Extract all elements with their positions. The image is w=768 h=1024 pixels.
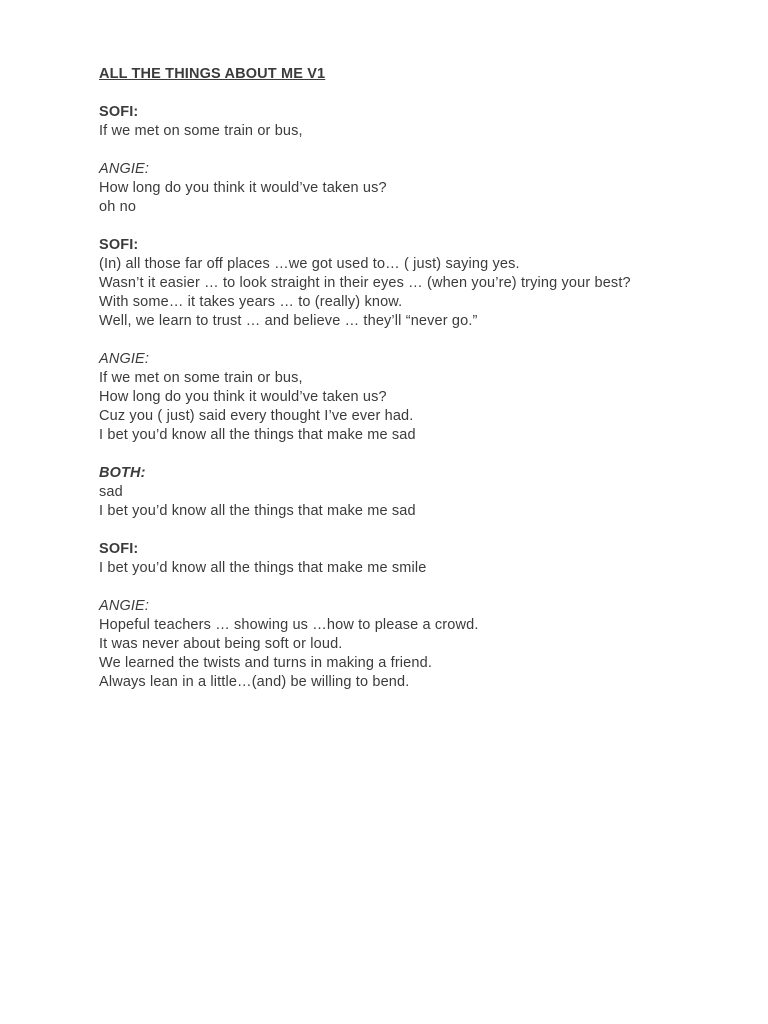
lyric-line: Cuz you ( just) said every thought I’ve ever had. <box>99 408 414 424</box>
lyric-line: Well, we learn to trust … and believe … they’ll “never go.” <box>99 313 478 329</box>
lyric-line: It was never about being soft or loud. <box>99 636 343 652</box>
lyrics-document <box>99 65 659 711</box>
verse-section <box>99 350 659 445</box>
speaker-label: SOFI: <box>99 104 139 120</box>
verse-section <box>99 540 659 578</box>
lyric-line: If we met on some train or bus, <box>99 370 303 386</box>
document-title: ALL THE THINGS ABOUT ME V1 <box>99 66 326 82</box>
lyric-line: With some… it takes years … to (really) know. <box>99 294 403 310</box>
lyric-line: Always lean in a little…(and) be willing to bend. <box>99 674 410 690</box>
lyric-line: I bet you’d know all the things that make me sad <box>99 427 416 443</box>
speaker-label: BOTH: <box>99 465 146 481</box>
speaker-label: ANGIE: <box>99 161 150 177</box>
speaker-label: ANGIE: <box>99 351 150 367</box>
lyric-line: Wasn’t it easier … to look straight in their eyes … (when you’re) trying your best? <box>99 275 631 291</box>
lyric-line: If we met on some train or bus, <box>99 123 303 139</box>
verse-section <box>99 160 659 217</box>
lyric-line: I bet you’d know all the things that make me sad <box>99 503 416 519</box>
lyric-line: How long do you think it would’ve taken us? <box>99 389 387 405</box>
speaker-label: ANGIE: <box>99 598 150 614</box>
lyric-line: How long do you think it would’ve taken us? <box>99 180 387 196</box>
lyric-line: oh no <box>99 199 137 215</box>
verse-section <box>99 597 659 692</box>
speaker-label: SOFI: <box>99 541 139 557</box>
lyric-line: sad <box>99 484 123 500</box>
verse-section <box>99 103 659 141</box>
lyric-line: I bet you’d know all the things that make me smile <box>99 560 427 576</box>
verse-section <box>99 464 659 521</box>
lyric-line: We learned the twists and turns in making a friend. <box>99 655 432 671</box>
speaker-label: SOFI: <box>99 237 139 253</box>
verse-section <box>99 236 659 331</box>
lyric-line: (In) all those far off places …we got used to… ( just) saying yes. <box>99 256 520 272</box>
lyric-line: Hopeful teachers … showing us …how to please a crowd. <box>99 617 479 633</box>
